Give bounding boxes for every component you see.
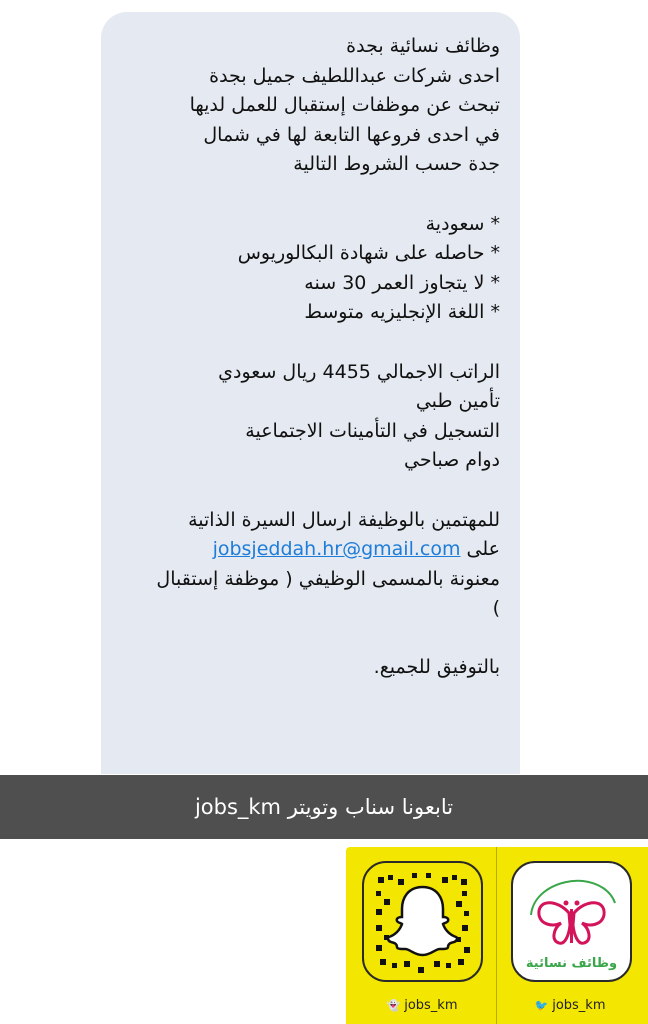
salary-line: الراتب الاجمالي 4455 ريال سعودي: [218, 360, 500, 383]
blank-line: [110, 180, 500, 210]
subject-line-end: ): [492, 597, 500, 620]
message-text: [110, 32, 500, 683]
email-prefix: على: [466, 538, 500, 561]
message-line: في احدى فروعها التابعة لها في شمال: [203, 123, 500, 146]
follow-banner: [0, 775, 648, 839]
twitter-handle[interactable]: [505, 998, 635, 1013]
benefit-line: التسجيل في التأمينات الاجتماعية: [245, 419, 500, 442]
requirement-item: * اللغة الإنجليزيه متوسط: [304, 301, 500, 324]
requirement-item: * لا يتجاوز العمر 30 سنه: [304, 271, 500, 294]
benefit-line: دوام صباحي: [404, 449, 500, 472]
closing-line: بالتوفيق للجميع.: [373, 656, 500, 679]
message-line: جدة حسب الشروط التالية: [293, 153, 500, 176]
subject-line: معنونة بالمسمى الوظيفي ( موظفة إستقبال: [156, 567, 500, 590]
blank-line: [110, 328, 500, 358]
follow-banner-text: تابعونا سناب وتويتر jobs_km: [194, 795, 454, 819]
blank-line: [110, 624, 500, 654]
requirement-item: * حاصله على شهادة البكالوريوس: [237, 242, 500, 265]
email-link[interactable]: jobsjeddah.hr@gmail.com: [212, 538, 461, 561]
snap-handle-text: jobs_km: [404, 998, 458, 1013]
brand-logo-card[interactable]: [511, 861, 632, 982]
message-line: وظائف نسائية بجدة: [346, 35, 500, 57]
snap-handle[interactable]: [357, 998, 487, 1013]
apply-instruction: للمهتمين بالوظيفة ارسال السيرة الذاتية: [188, 508, 500, 531]
message-line: احدى شركات عبداللطيف جميل بجدة: [209, 64, 500, 87]
social-cards: [346, 847, 648, 1024]
snapchat-ghost-icon: 👻: [386, 999, 401, 1012]
logo-text: وظائف نسائية: [525, 956, 618, 971]
blank-line: [110, 476, 500, 506]
requirement-item: * سعودية: [425, 212, 500, 235]
twitter-handle-text: jobs_km: [552, 998, 606, 1013]
benefit-line: تأمين طبي: [415, 390, 500, 413]
card-divider: [496, 847, 497, 1024]
twitter-bird-icon: 🐦: [534, 999, 549, 1012]
snapcode-card[interactable]: [362, 861, 483, 982]
message-bubble: [101, 12, 520, 774]
message-line: تبحث عن موظفات إستقبال للعمل لديها: [189, 94, 500, 117]
email-line: [110, 535, 500, 565]
snapchat-ghost-icon: [364, 863, 481, 980]
